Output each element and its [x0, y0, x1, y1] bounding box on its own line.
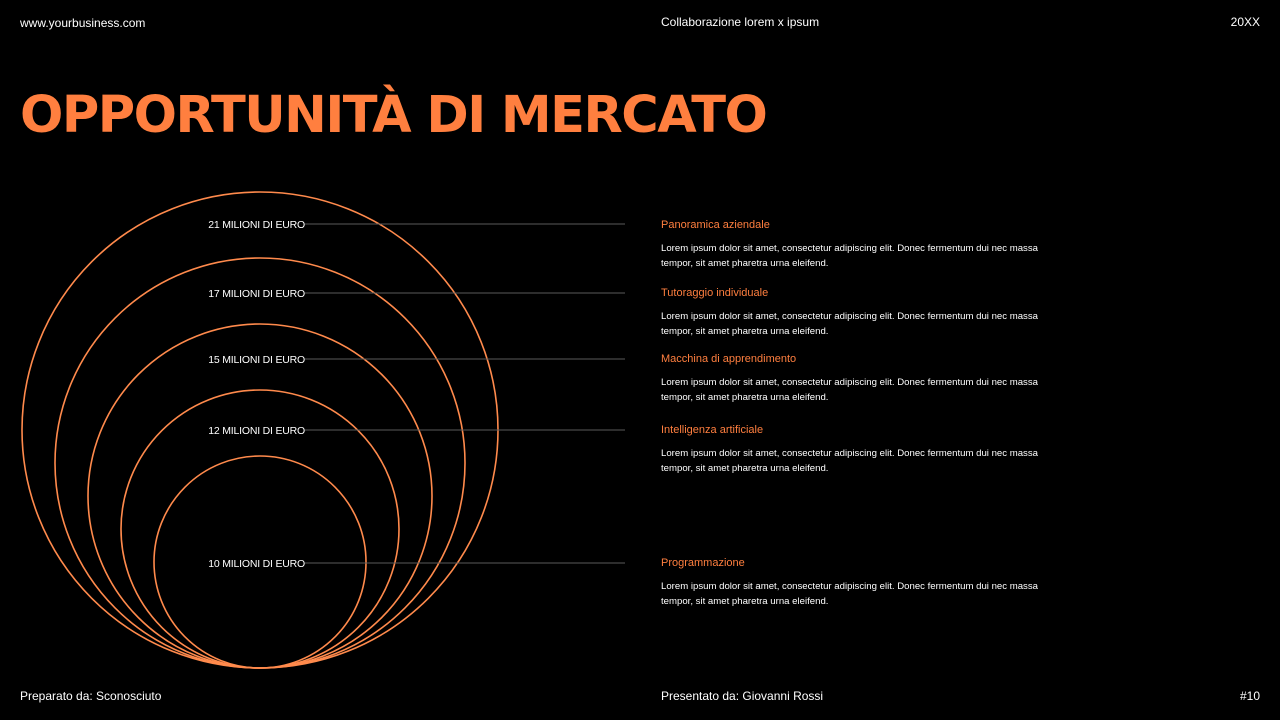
item-description: Lorem ipsum dolor sit amet, consectetur adipiscing elit. Donec fermentum dui nec massa tempor, sit amet pharetra urna eleifend.	[661, 448, 1038, 474]
item-panoramica	[661, 219, 1041, 271]
item-title: Macchina di apprendimento	[661, 353, 797, 365]
page-number: #10	[1239, 689, 1260, 703]
item-tutoraggio	[661, 287, 1041, 339]
year-label: 20XX	[1230, 15, 1260, 29]
market-ring	[88, 324, 432, 668]
item-intelligenza	[661, 424, 1041, 476]
ring-value-label: 12 MILIONI DI EURO	[208, 425, 305, 437]
market-ring	[55, 258, 465, 668]
ring-value-label: 17 MILIONI DI EURO	[208, 288, 305, 300]
ring-value-label: 21 MILIONI DI EURO	[208, 219, 305, 231]
item-title: Intelligenza artificiale	[661, 424, 764, 436]
collaboration-label: Collaborazione lorem x ipsum	[661, 15, 820, 29]
ring-value-label: 10 MILIONI DI EURO	[208, 558, 305, 570]
item-description: Lorem ipsum dolor sit amet, consectetur adipiscing elit. Donec fermentum dui nec massa tempor, sit amet pharetra urna eleifend.	[661, 243, 1038, 269]
item-title: Panoramica aziendale	[661, 219, 770, 231]
item-macchina	[661, 353, 1041, 405]
item-programmazione	[661, 557, 1041, 609]
website-url: www.yourbusiness.com	[20, 16, 146, 30]
slide-title: OPPORTUNITÀ DI MERCATO	[20, 86, 767, 145]
item-description: Lorem ipsum dolor sit amet, consectetur adipiscing elit. Donec fermentum dui nec massa tempor, sit amet pharetra urna eleifend.	[661, 377, 1038, 403]
item-title: Tutoraggio individuale	[661, 287, 769, 299]
item-title: Programmazione	[661, 557, 745, 569]
prepared-by: Preparato da: Sconosciuto	[20, 689, 162, 703]
ring-value-label: 15 MILIONI DI EURO	[208, 354, 305, 366]
item-description: Lorem ipsum dolor sit amet, consectetur adipiscing elit. Donec fermentum dui nec massa tempor, sit amet pharetra urna eleifend.	[661, 311, 1038, 337]
item-description: Lorem ipsum dolor sit amet, consectetur adipiscing elit. Donec fermentum dui nec massa tempor, sit amet pharetra urna eleifend.	[661, 581, 1038, 607]
presented-by: Presentato da: Giovanni Rossi	[661, 689, 824, 703]
